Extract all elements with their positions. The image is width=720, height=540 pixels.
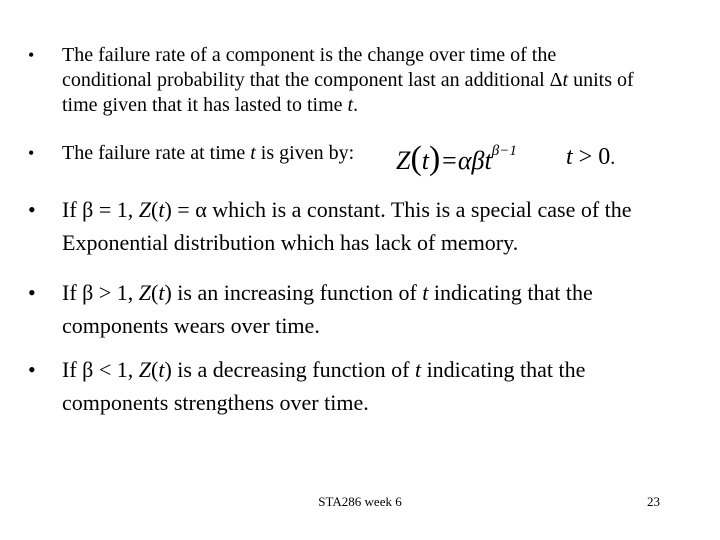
bullet-line: time given that it has lasted to time t. (62, 94, 359, 116)
bullet-line: components strengthens over time. (62, 390, 369, 415)
bullet-icon: • (28, 45, 35, 65)
bullet-line: components wears over time. (62, 313, 320, 338)
footer-page-number: 23 (647, 494, 660, 509)
bullet-icon: • (28, 280, 36, 305)
bullet-line: If β < 1, Z(t) is a decreasing function of t indicating that the (62, 357, 586, 382)
bullet-line: The failure rate at time t is given by: (62, 142, 355, 164)
bullet-icon: • (28, 357, 36, 382)
failure-rate-formula: Z(t)=αβtβ−1 (396, 140, 517, 177)
bullet-line: If β = 1, Z(t) = α which is a constant. This is a special case of the (62, 197, 632, 222)
bullet-line: If β > 1, Z(t) is an increasing function of t indicating that the (62, 280, 593, 305)
footer-course-label: STA286 week 6 (318, 494, 402, 509)
formula-condition: t > 0. (566, 144, 616, 170)
bullet-icon: • (28, 197, 36, 222)
bullet-line: Exponential distribution which has lack of memory. (62, 230, 519, 255)
bullet-line: The failure rate of a component is the change over time of the (62, 44, 557, 66)
bullet-icon: • (28, 143, 35, 163)
bullet-line: conditional probability that the component last an additional Δt units of (62, 69, 634, 91)
